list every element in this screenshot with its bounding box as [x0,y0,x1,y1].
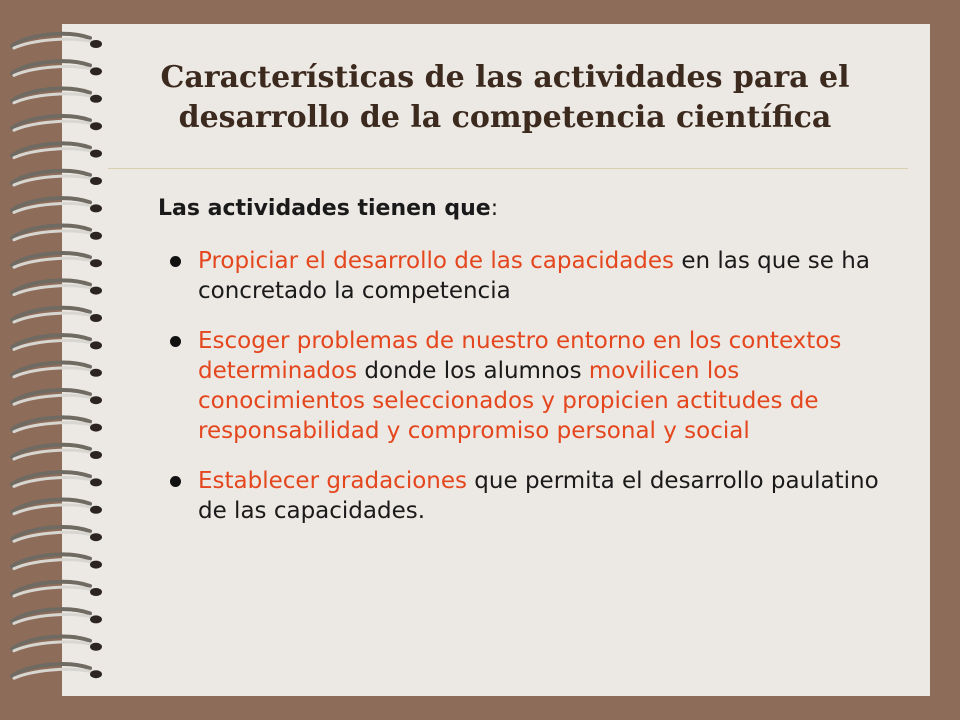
spiral-ring-icon [12,34,102,48]
intro-text [158,196,498,221]
bullet-text-part: movilicen los conocimientos seleccionados y propicien actitudes de responsabilidad y compromiso personal y social [198,358,819,444]
spiral-ring-icon [12,664,102,678]
bullet-text-part: que permita el desarrollo paulatino de las capacidades. [198,468,879,524]
spiral-ring-icon [12,582,102,596]
bullet-icon [170,336,181,347]
spiral-ring-icon [12,363,102,377]
spiral-ring-icon [12,198,102,212]
spiral-ring-icon [12,472,102,486]
list-item [164,246,884,306]
spiral-ring-icon [12,61,102,75]
spiral-ring-icon [12,280,102,294]
spiral-ring-icon [12,143,102,157]
spiral-ring-icon [12,253,102,267]
list-item [164,326,884,446]
intro-label: Las actividades tienen que [158,196,491,221]
bullet-list [164,246,884,546]
spiral-ring-icon [12,637,102,651]
spiral-ring-icon [12,417,102,431]
spiral-ring-icon [12,445,102,459]
title-divider [108,168,908,169]
spiral-ring-icon [12,116,102,130]
bullet-text-part: Escoger problemas de nuestro entorno en los contextos determinados [198,328,842,384]
title-line-2: desarrollo de la competencia científica [178,100,832,135]
bullet-icon [170,256,181,267]
spiral-ring-icon [12,390,102,404]
bullet-text-part: donde los alumnos [357,358,589,384]
spiral-ring-icon [12,554,102,568]
spiral-ring-icon [12,335,102,349]
intro-colon: : [490,196,499,221]
bullet-text-part: Establecer gradaciones [198,468,467,494]
page-title [110,58,900,138]
spiral-ring-icon [12,89,102,103]
spiral-binding-icon [8,24,108,696]
spiral-ring-icon [12,171,102,185]
spiral-ring-icon [12,500,102,514]
bullet-text-part: Propiciar el desarrollo de las capacidades [198,248,675,274]
bullet-text-part: en las que se ha concretado la competencia [198,248,870,304]
list-item [164,466,884,526]
bullet-icon [170,476,181,487]
spiral-ring-icon [12,226,102,240]
spiral-ring-icon [12,609,102,623]
title-line-1: Características de las actividades para el [160,60,850,95]
spiral-ring-icon [12,308,102,322]
spiral-ring-icon [12,527,102,541]
